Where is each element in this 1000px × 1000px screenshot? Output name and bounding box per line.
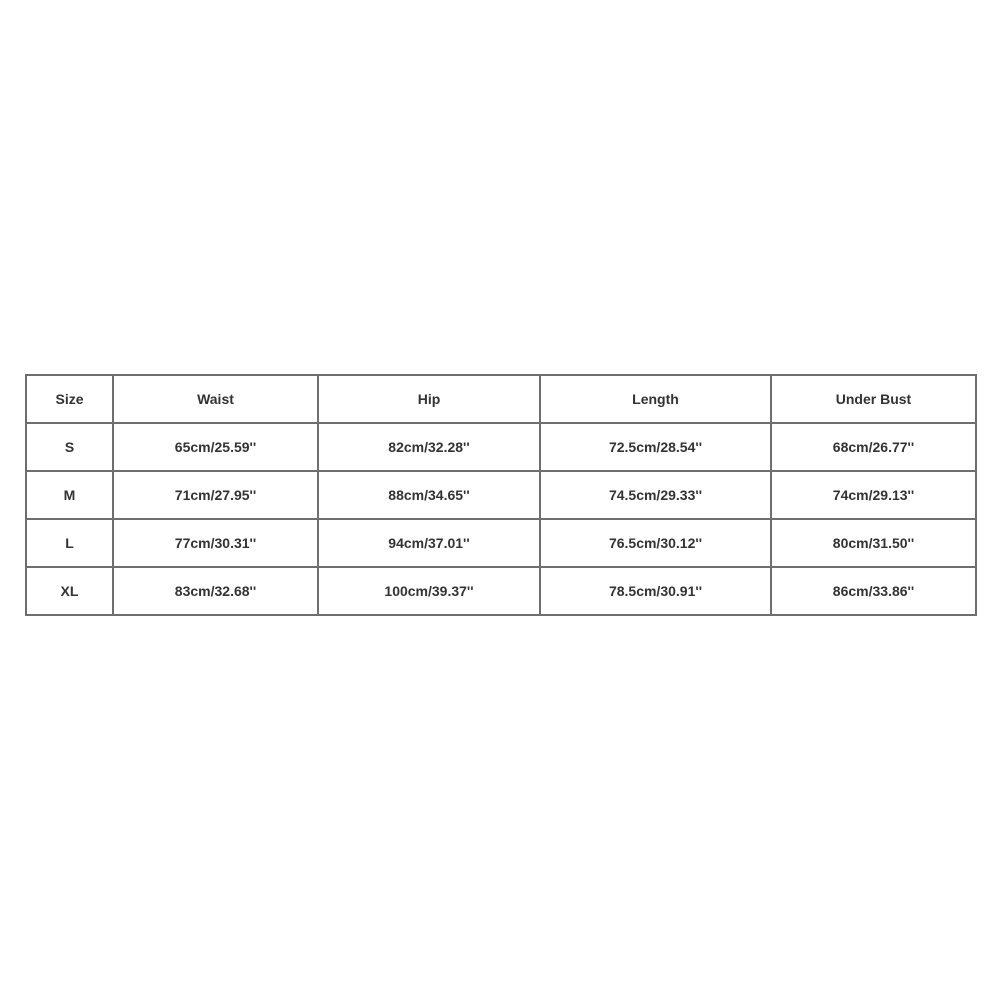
table-row [26, 423, 976, 471]
header-length: Length [540, 375, 771, 423]
hip-cell: 94cm/37.01'' [318, 519, 540, 567]
waist-cell: 71cm/27.95'' [113, 471, 318, 519]
table-row [26, 471, 976, 519]
under-bust-cell: 86cm/33.86'' [771, 567, 976, 615]
size-chart-table [25, 374, 977, 616]
waist-cell: 77cm/30.31'' [113, 519, 318, 567]
header-size: Size [26, 375, 113, 423]
waist-cell: 65cm/25.59'' [113, 423, 318, 471]
header-hip: Hip [318, 375, 540, 423]
under-bust-cell: 80cm/31.50'' [771, 519, 976, 567]
waist-cell: 83cm/32.68'' [113, 567, 318, 615]
hip-cell: 88cm/34.65'' [318, 471, 540, 519]
table-row [26, 519, 976, 567]
under-bust-cell: 68cm/26.77'' [771, 423, 976, 471]
size-cell: M [26, 471, 113, 519]
size-cell: S [26, 423, 113, 471]
hip-cell: 82cm/32.28'' [318, 423, 540, 471]
header-under-bust: Under Bust [771, 375, 976, 423]
length-cell: 72.5cm/28.54'' [540, 423, 771, 471]
under-bust-cell: 74cm/29.13'' [771, 471, 976, 519]
hip-cell: 100cm/39.37'' [318, 567, 540, 615]
table-row [26, 567, 976, 615]
length-cell: 74.5cm/29.33'' [540, 471, 771, 519]
length-cell: 78.5cm/30.91'' [540, 567, 771, 615]
size-cell: L [26, 519, 113, 567]
header-waist: Waist [113, 375, 318, 423]
length-cell: 76.5cm/30.12'' [540, 519, 771, 567]
size-cell: XL [26, 567, 113, 615]
table-header-row [26, 375, 976, 423]
